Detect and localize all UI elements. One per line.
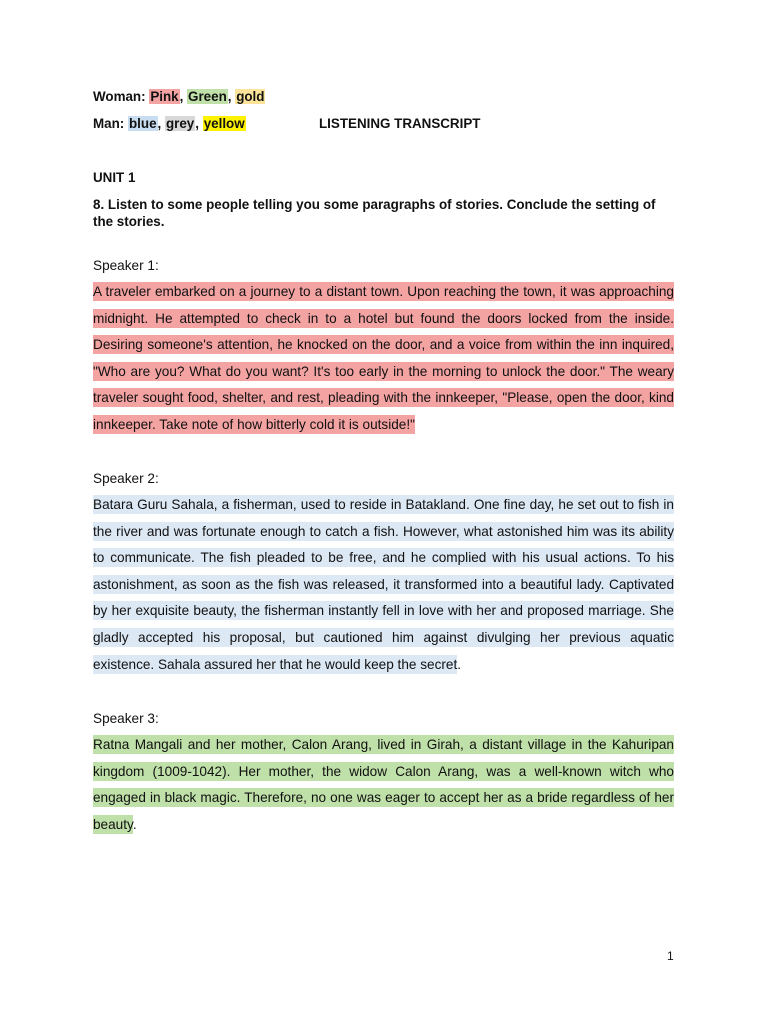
page-title: LISTENING TRANSCRIPT — [319, 116, 481, 131]
speaker-1-label: Speaker 1: — [93, 258, 159, 273]
legend-woman-label: Woman: — [93, 89, 146, 104]
speaker-1-paragraph — [93, 279, 674, 439]
legend-man: Man: blue, grey, yellow — [93, 116, 245, 131]
legend-color-pink: Pink — [150, 89, 179, 104]
legend-man-label: Man: — [93, 116, 125, 131]
speaker-3-label: Speaker 3: — [93, 711, 159, 726]
unit-heading: UNIT 1 — [93, 170, 136, 185]
legend-color-blue: blue — [128, 116, 157, 131]
speaker-3-trail: . — [132, 816, 137, 832]
speaker-3-text: Ratna Mangali and her mother, Calon Arang, lived in Girah, a distant village in the Kahuripan kingdom (1009-1042). Her mother, the widow Calon Arang, was a well-known witch who engaged in black magic. Therefore, no one was eager to accept her as a bride regardless of her beauty — [93, 737, 674, 832]
question-text: 8. Listen to some people telling you some paragraphs of stories. Conclude the setting of the stories. — [93, 197, 656, 229]
speaker-2-text: Batara Guru Sahala, a fisherman, used to reside in Batakland. One fine day, he set out to fish in the river and was fortunate enough to catch a fish. However, what astonished him was its ability to communicate. The fish pleaded to be free, and he complied with his usual actions. To his astonishment, as soon as the fish was released, it transformed into a beautiful lady. Captivated by her exquisite beauty, the fisherman instantly fell in love with her and proposed marriage. She gladly accepted his proposal, but cautioned him against divulging her previous aquatic existence. Sahala assured her that he would keep the secret — [93, 497, 674, 672]
legend-color-green: Green — [188, 89, 227, 104]
speaker-1-text: A traveler embarked on a journey to a distant town. Upon reaching the town, it was approaching midnight. He attempted to check in to a hotel but found the doors locked from the inside. Desiring someone's attention, he knocked on the door, and a voice from within the inn inquired, "Who are you? What do you want? It's too early in the morning to unlock the door." The weary traveler sought food, shelter, and rest, pleading with the innkeeper, "Please, open the door, kind innkeeper. Take note of how bitterly cold it is outside!" — [93, 284, 674, 432]
page-number: 1 — [667, 949, 674, 963]
legend-color-yellow: yellow — [203, 116, 245, 131]
legend-color-gold: gold — [236, 89, 265, 104]
speaker-2-trail: . — [457, 656, 462, 672]
speaker-3-paragraph — [93, 732, 674, 838]
speaker-2-paragraph — [93, 492, 674, 678]
legend-woman: Woman: Pink, Green, gold — [93, 89, 265, 104]
legend-color-grey: grey — [165, 116, 195, 131]
speaker-2-label: Speaker 2: — [93, 471, 159, 486]
